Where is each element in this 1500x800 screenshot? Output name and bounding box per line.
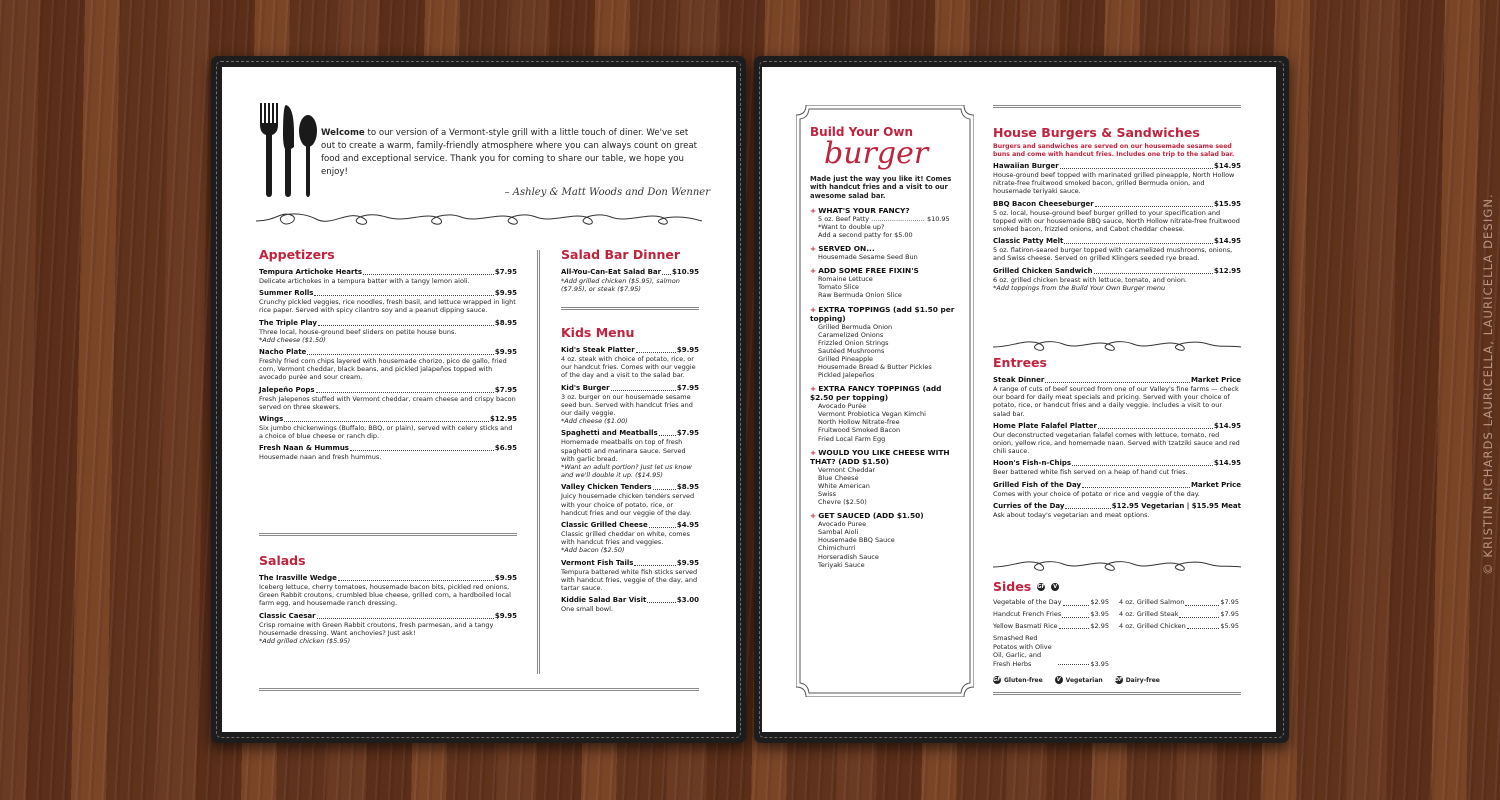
build-option: Avocado Puree xyxy=(818,520,867,529)
item-price: $7.95 xyxy=(676,429,699,438)
plus-icon: + xyxy=(810,266,817,276)
item-description: Three local, house-ground beef sliders on petite house buns. xyxy=(259,327,457,336)
menu-item xyxy=(993,422,1241,456)
item-note: *Add toppings from the Build Your Own Burger menu xyxy=(993,283,1166,292)
build-option: White American xyxy=(818,481,870,490)
side-item xyxy=(1119,597,1239,609)
side-name: Smashed Red Potatos with Olive Oil, Garlic, and Fresh Herbs xyxy=(993,634,1052,668)
column-divider xyxy=(537,250,540,674)
salad-bar-title: Salad Bar Dinner xyxy=(561,247,681,262)
build-option: Housemade Sesame Seed Bun xyxy=(818,253,918,262)
item-price: $7.95 xyxy=(494,268,517,276)
menu-item xyxy=(993,481,1241,498)
sides-section xyxy=(993,579,1241,668)
item-name: Fresh Naan & Hummus xyxy=(259,444,349,453)
item-description: Classic grilled cheddar on white, comes with handcut fries and veggies. xyxy=(561,530,690,547)
appetizers-title: Appetizers xyxy=(259,247,335,262)
build-category xyxy=(810,384,960,442)
side-item xyxy=(1119,621,1239,633)
build-category xyxy=(810,244,960,261)
decorative-swirl xyxy=(993,555,1241,577)
side-price: $5.95 xyxy=(1220,621,1239,630)
build-option: Frizzled Onion Strings xyxy=(818,338,889,347)
build-category xyxy=(810,448,960,506)
vegetarian-icon: V xyxy=(1051,583,1059,591)
build-script-title: burger xyxy=(824,136,929,171)
item-name: Kid's Burger xyxy=(561,383,610,392)
menu-item xyxy=(561,521,699,555)
item-note: *Add cheese ($1.50) xyxy=(259,335,326,344)
legend-dairy-free: Dairy-free xyxy=(1125,676,1160,684)
build-category-title: WOULD YOU LIKE CHEESE WITH THAT? (ADD $1.50) xyxy=(810,447,950,466)
divider xyxy=(259,533,517,536)
menu-item xyxy=(259,444,517,461)
item-price: $14.95 xyxy=(1213,162,1241,170)
item-price: $7.95 xyxy=(494,385,517,394)
item-name: Classic Caesar xyxy=(259,611,316,620)
item-description: 6 oz. grilled chicken breast with lettuce, tomato, and onion. xyxy=(993,275,1188,284)
owners-signature: – Ashley & Matt Woods and Don Wenner xyxy=(504,187,710,198)
cutlery-icon xyxy=(256,101,318,197)
item-price: $9.95 xyxy=(494,611,517,620)
item-description: Six jumbo chickenwings (Buffalo, BBQ, or plain), served with celery sticks and a choice of blue cheese or ranch dip. xyxy=(259,424,513,441)
item-price: $9.95 xyxy=(494,289,517,298)
item-name: The Triple Play xyxy=(259,318,317,327)
item-price: $4.95 xyxy=(676,521,699,530)
item-description: 3 oz. burger on our housemade sesame seed bun. Served with handcut fries and our daily veggie. xyxy=(561,392,693,418)
entrees-title: Entrees xyxy=(993,355,1047,370)
decorative-swirl xyxy=(256,207,702,233)
item-name: Steak Dinner xyxy=(993,376,1045,384)
copyright-credit: © KRISTIN RICHARDS LAURICELLA, LAURICELLA DESIGN. xyxy=(1481,193,1495,575)
salads-title: Salads xyxy=(259,553,306,568)
item-price: $6.95 xyxy=(494,444,517,453)
item-name: Tempura Artichoke Hearts xyxy=(259,268,362,276)
dairy-free-icon: DF xyxy=(1114,677,1123,683)
build-option: Housemade Bread & Butter Pickles xyxy=(818,363,932,372)
build-option: Fried Local Farm Egg xyxy=(818,434,886,443)
legend-vegetarian: Vegetarian xyxy=(1065,676,1103,684)
item-price: $8.95 xyxy=(676,483,699,492)
item-description: Fresh Jalepenos stuffed with Vermont cheddar, cream cheese and crispy bacon served on three skewers. xyxy=(259,394,516,411)
build-category xyxy=(810,206,960,239)
item-description: Beer battered white fish served on a heap of hand cut fries. xyxy=(993,468,1188,477)
item-description: Crunchy pickled veggies, rice noodles, fresh basil, and lettuce wrapped in light rice paper. Served with spicy cilantro soy and a peanut dipping sauce. xyxy=(259,298,516,315)
menu-item xyxy=(259,386,517,411)
menu-item xyxy=(259,415,517,440)
menu-item xyxy=(259,574,517,608)
menu-item xyxy=(993,200,1241,234)
side-price: $2.95 xyxy=(1090,621,1109,630)
salad-bar-name: All-You-Can-Eat Salad Bar xyxy=(561,268,662,276)
item-name: Hawaiian Burger xyxy=(993,162,1059,170)
item-description: Homemade meatballs on top of fresh spaghetti and marinara sauce. Served with garlic bread. xyxy=(561,438,686,463)
side-name: Vegetable of the Day xyxy=(993,598,1062,606)
item-description: Crisp romaine with Green Rabbit croutons, fresh parmesan, and a tangy housemade dressing. Want anchovies? Just ask! xyxy=(259,620,494,637)
menu-item xyxy=(561,429,699,479)
dietary-legend xyxy=(993,676,1160,684)
build-option: North Hollow Nitrate-free xyxy=(818,418,900,427)
item-name: Kid's Steak Platter xyxy=(561,346,635,354)
item-name: Grilled Fish of the Day xyxy=(993,480,1082,489)
menu-item xyxy=(259,268,517,285)
item-name: The Irasville Wedge xyxy=(259,574,337,582)
welcome-body: to our version of a Vermont-style grill with a little touch of diner. We've set out to create a warm, family-friendly atmosphere where you can always count on great food and exceptional service. Thank you for coming to share our table, we hope you enjoy! xyxy=(321,128,697,177)
item-name: Summer Rolls xyxy=(259,289,314,298)
burgers-title: House Burgers & Sandwiches xyxy=(993,125,1200,140)
item-price: $12.95 Vegetarian | $15.95 Meat xyxy=(1111,501,1241,510)
item-name: Jalepeño Pops xyxy=(259,385,315,394)
item-description: A range of cuts of beef sourced from one of our Valley's fine farms — check our board for daily meat specials and pricing. Served with your choice of potato, rice, or handcut fries and a daily veggie. Includes a visit to our salad bar. xyxy=(993,385,1239,418)
item-price: $14.95 xyxy=(1213,459,1241,468)
build-category-title: GET SAUCED (ADD $1.50) xyxy=(818,511,924,521)
item-description: House-ground beef topped with marinated grilled pineapple, North Hollow nitrate-free fruitwood smoked bacon, grilled Bermuda onion, and housemade teriyaki sauce. xyxy=(993,171,1235,196)
side-item xyxy=(1119,609,1239,621)
salad-bar-note: *Add grilled chicken ($5.95), salmon ($7.95), or steak ($7.95) xyxy=(561,277,680,294)
item-price: $3.00 xyxy=(676,596,699,605)
item-description: Tempura battered white fish sticks served with handcut fries, veggie of the day, and tartar sauce. xyxy=(561,567,698,593)
side-name: 4 oz. Grilled Salmon xyxy=(1119,598,1185,606)
item-description: One small bowl. xyxy=(561,605,613,614)
item-name: Hoon's Fish-n-Chips xyxy=(993,459,1072,468)
build-option: Romaine Lettuce xyxy=(818,275,873,284)
build-option: Raw Bermuda Onion Slice xyxy=(818,291,902,300)
plus-icon: + xyxy=(810,205,817,215)
item-price: $12.95 xyxy=(1213,266,1241,275)
build-category-title: ADD SOME FREE FIXIN'S xyxy=(818,266,919,276)
item-description: Our deconstructed vegetarian falafel comes with lettuce, tomato, red onion, yellow rice, and homemade naan. Served with tzatziki sauce and red chili sauce. xyxy=(993,430,1240,456)
item-name: BBQ Bacon Cheeseburger xyxy=(993,199,1094,208)
item-price: $9.95 xyxy=(676,558,699,567)
bottom-divider xyxy=(259,688,699,691)
item-name: Curries of the Day xyxy=(993,501,1065,510)
side-item xyxy=(993,621,1109,633)
menu-item xyxy=(259,319,517,344)
appetizers-section xyxy=(259,247,517,466)
build-option: Fruitwood Smoked Bacon xyxy=(818,426,901,435)
menu-item xyxy=(993,237,1241,262)
item-price: $14.95 xyxy=(1213,421,1241,430)
gluten-free-icon: GF xyxy=(1037,583,1045,590)
build-category-title: WHAT'S YOUR FANCY? xyxy=(818,205,910,215)
item-name: Wings xyxy=(259,415,284,424)
item-name: Grilled Chicken Sandwich xyxy=(993,266,1093,275)
build-option: Grilled Pineapple xyxy=(818,354,874,363)
build-option: Vermont Cheddar xyxy=(818,465,876,474)
item-description: Comes with your choice of potato or rice and veggie of the day. xyxy=(993,489,1200,498)
item-price: Market Price xyxy=(1190,480,1241,489)
item-price: $15.95 xyxy=(1213,199,1241,208)
item-name: Kiddie Salad Bar Visit xyxy=(561,596,647,605)
item-description: Juicy housemade chicken tenders served with your choice of potato, rice, or handcut fries and our veggie of the day. xyxy=(561,492,695,517)
side-price: $2.95 xyxy=(1090,598,1109,606)
menu-item xyxy=(993,502,1241,519)
welcome-text xyxy=(321,127,701,179)
side-price: $7.95 xyxy=(1220,598,1239,606)
build-option: Chevre ($2.50) xyxy=(818,498,867,507)
divider xyxy=(993,105,1241,108)
build-option: Housemade BBQ Sauce xyxy=(818,536,895,545)
menu-item xyxy=(993,459,1241,476)
build-option: Avocado Purée xyxy=(818,402,867,411)
item-price: $8.95 xyxy=(494,318,517,327)
item-description: Delicate artichokes in a tempura batter with a tangy lemon aioli. xyxy=(259,277,470,285)
side-price: $7.95 xyxy=(1220,609,1239,618)
item-note: *Add grilled chicken ($5.95) xyxy=(259,637,351,646)
salads-section xyxy=(259,553,517,649)
menu-item xyxy=(561,346,699,380)
plus-icon: + xyxy=(810,304,817,314)
build-category xyxy=(810,305,960,380)
item-price: $9.95 xyxy=(494,574,517,582)
build-your-own-section xyxy=(810,125,960,574)
welcome-bold: Welcome xyxy=(321,128,365,138)
kids-menu-title: Kids Menu xyxy=(561,325,635,340)
burgers-section xyxy=(993,125,1241,296)
build-option: Vermont Probiotica Vegan Kimchi xyxy=(818,410,926,419)
build-option: Sautéed Mushrooms xyxy=(818,346,885,355)
entrees-section xyxy=(993,355,1241,523)
kids-menu-section xyxy=(561,325,699,617)
menu-item xyxy=(561,384,699,426)
sides-title: Sides xyxy=(993,579,1032,594)
vegetarian-icon: V xyxy=(1055,676,1063,684)
side-item xyxy=(993,609,1109,621)
menu-item xyxy=(561,559,699,593)
build-intro: Made just the way you like it! Comes with handcut fries and a visit to our awesome salad bar. xyxy=(810,175,952,200)
build-option: Teriyaki Sauce xyxy=(818,560,865,569)
legend-gluten-free: Gluten-free xyxy=(1004,676,1043,684)
item-note: *Add cheese ($1.00) xyxy=(561,417,628,426)
build-option: *Want to double up? xyxy=(818,222,885,231)
item-name: Nacho Plate xyxy=(259,348,307,357)
build-category xyxy=(810,266,960,299)
side-price: $3.95 xyxy=(1090,609,1109,618)
side-name: 4 oz. Grilled Steak xyxy=(1119,609,1179,618)
build-option: Sambal Aioli xyxy=(818,528,859,537)
item-description: Freshly fried corn chips layered with housemade chorizo, pico de gallo, fried corn, Vermont cheddar, black beans, and pickled jalapeños topped with avocado purée and sour cream. xyxy=(259,357,507,382)
plus-icon: + xyxy=(810,511,817,521)
menu-item xyxy=(993,376,1241,418)
plus-icon: + xyxy=(810,384,817,394)
build-category-title: EXTRA TOPPINGS (add $1.50 per topping) xyxy=(810,304,955,323)
item-description: Ask about today's vegetarian and meat options. xyxy=(993,510,1150,519)
build-title: Build Your Own xyxy=(810,125,913,139)
item-name: Vermont Fish Tails xyxy=(561,558,634,567)
side-name: Handcut French Fries xyxy=(993,609,1062,618)
menu-item xyxy=(259,612,517,646)
burgers-subtitle: Burgers and sandwiches are served on our housemade sesame seed buns and come with handcut fries. Includes one trip to the salad bar. xyxy=(993,143,1235,158)
item-price: $14.95 xyxy=(1213,237,1241,246)
item-note: *Add bacon ($2.50) xyxy=(561,546,625,555)
item-note: *Want an adult portion? Just let us know and we'll double it up. ($14.95) xyxy=(561,463,692,480)
menu-page-left xyxy=(222,67,736,732)
build-option: Blue Cheese xyxy=(818,473,859,482)
build-option: Add a second patty for $5.00 xyxy=(818,231,913,240)
menu-item xyxy=(561,483,699,517)
side-name: 4 oz. Grilled Chicken xyxy=(1119,621,1186,630)
menu-page-right xyxy=(762,67,1276,732)
build-option: Swiss xyxy=(818,489,837,498)
build-category-title: EXTRA FANCY TOPPINGS (add $2.50 per topping) xyxy=(810,384,942,403)
menu-item xyxy=(993,162,1241,196)
plus-icon: + xyxy=(810,447,817,457)
bottom-divider xyxy=(993,692,1241,695)
item-name: Valley Chicken Tenders xyxy=(561,483,652,492)
side-price: $3.95 xyxy=(1090,659,1109,668)
item-price: Market Price xyxy=(1190,376,1241,384)
side-item xyxy=(993,634,1109,668)
item-description: 5 oz. local, house-ground beef burger grilled to your specification and topped with our housemade BBQ sauce, North Hollow nitrate-free fruitwood smoked bacon, frizzled onions, and Cabot cheddar cheese. xyxy=(993,208,1240,234)
item-name: Classic Patty Melt xyxy=(993,237,1064,246)
item-name: Spaghetti and Meatballs xyxy=(561,429,658,438)
item-price: $7.95 xyxy=(676,383,699,392)
build-option: Caramelized Onions xyxy=(818,330,884,339)
item-name: Home Plate Falafel Platter xyxy=(993,421,1097,430)
side-name: Yellow Basmati Rice xyxy=(993,621,1058,630)
plus-icon: + xyxy=(810,244,817,254)
decorative-swirl xyxy=(993,335,1241,357)
build-category xyxy=(810,511,960,569)
item-description: 4 oz. steak with choice of potato, rice, or our handcut fries. Comes with our veggie of the day and a visit to the salad bar. xyxy=(561,355,696,380)
item-description: Iceberg lettuce, cherry tomatoes, housemade bacon bits, pickled red onions, Green Rabbit croutons, crumbled blue cheese, grilled corn, a hardboiled local farm egg, and housemade ranch dressing. xyxy=(259,583,511,608)
item-price: $12.95 xyxy=(489,415,517,424)
divider xyxy=(561,307,699,310)
salad-bar-price: $10.95 xyxy=(671,268,699,276)
item-price: $9.95 xyxy=(494,348,517,357)
build-option: Tomato Slice xyxy=(818,283,860,292)
menu-item xyxy=(259,289,517,314)
gluten-free-icon: GF xyxy=(993,677,1001,683)
menu-item xyxy=(259,348,517,382)
item-description: Housemade naan and fresh hummus. xyxy=(259,453,382,462)
menu-item xyxy=(993,267,1241,292)
item-price: $9.95 xyxy=(676,346,699,354)
item-description: 5 oz. flatiron-seared burger topped with caramelized mushrooms, onions, and Swiss cheese. Served on grilled Klingers seeded rye bread. xyxy=(993,246,1233,263)
side-item xyxy=(993,597,1109,609)
menu-item xyxy=(561,596,699,613)
build-option: 5 oz. Beef Patty .......................... $10.95 xyxy=(818,214,950,223)
item-name: Classic Grilled Cheese xyxy=(561,521,648,530)
build-option: Chimichurri xyxy=(818,544,856,553)
salad-bar-section xyxy=(561,247,699,297)
build-option: Grilled Bermuda Onion xyxy=(818,322,893,331)
build-category-title: SERVED ON... xyxy=(818,244,875,254)
build-option: Horseradish Sauce xyxy=(818,552,879,561)
build-option: Pickled Jalepeños xyxy=(818,371,875,380)
